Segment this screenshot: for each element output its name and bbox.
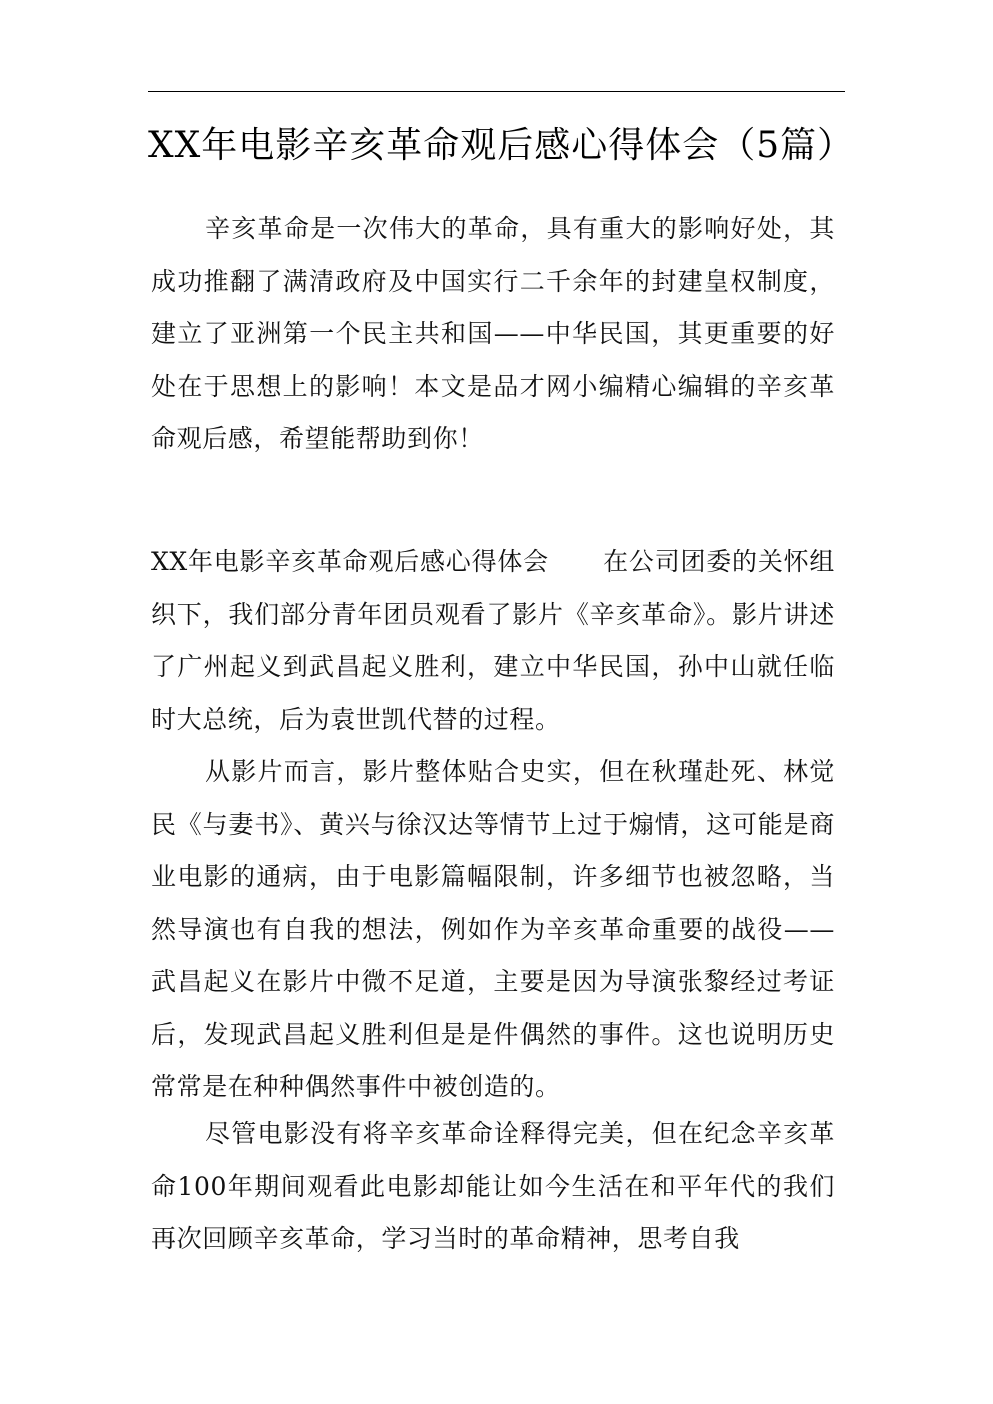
- essay-1-paragraph-3: 尽管电影没有将辛亥革命诠释得完美，但在纪念辛亥革命100年期间观看此电影却能让如今生活在和平年代的我们再次回顾辛亥革命，学习当时的革命精神，思考自我: [151, 1119, 835, 1253]
- essay-1-paragraph-1: [151, 536, 835, 746]
- essay-1-heading: XX年电影辛亥革命观后感心得体会: [151, 547, 549, 576]
- header-rule: [148, 91, 845, 92]
- document-title: XX年电影辛亥革命观后感心得体会（5篇）: [148, 125, 855, 166]
- intro-paragraph: 辛亥革命是一次伟大的革命，具有重大的影响好处，其成功推翻了满清政府及中国实行二千余年的封建皇权制度，建立了亚洲第一个民主共和国——中华民国，其更重要的好处在于思想上的影响！本文是品才网小编精心编辑的辛亥革命观后感，希望能帮助到你！: [151, 214, 835, 453]
- essay-1-paragraph-2: 从影片而言，影片整体贴合史实，但在秋瑾赴死、林觉民《与妻书》、黄兴与徐汉达等情节上过于煽情，这可能是商业电影的通病，由于电影篇幅限制，许多细节也被忽略，当然导演也有自我的想法，例如作为辛亥革命重要的战役——武昌起义在影片中微不足道，主要是因为导演张黎经过考证后，发现武昌起义胜利但是是件偶然的事件。这也说明历史常常是在种种偶然事件中被创造的。: [151, 757, 835, 1101]
- essay-1-paragraph-1-text: 在公司团委的关怀组织下，我们部分青年团员观看了影片《辛亥革命》。影片讲述了广州起义到武昌起义胜利，建立中华民国，孙中山就任临时大总统，后为袁世凯代替的过程。: [151, 547, 836, 734]
